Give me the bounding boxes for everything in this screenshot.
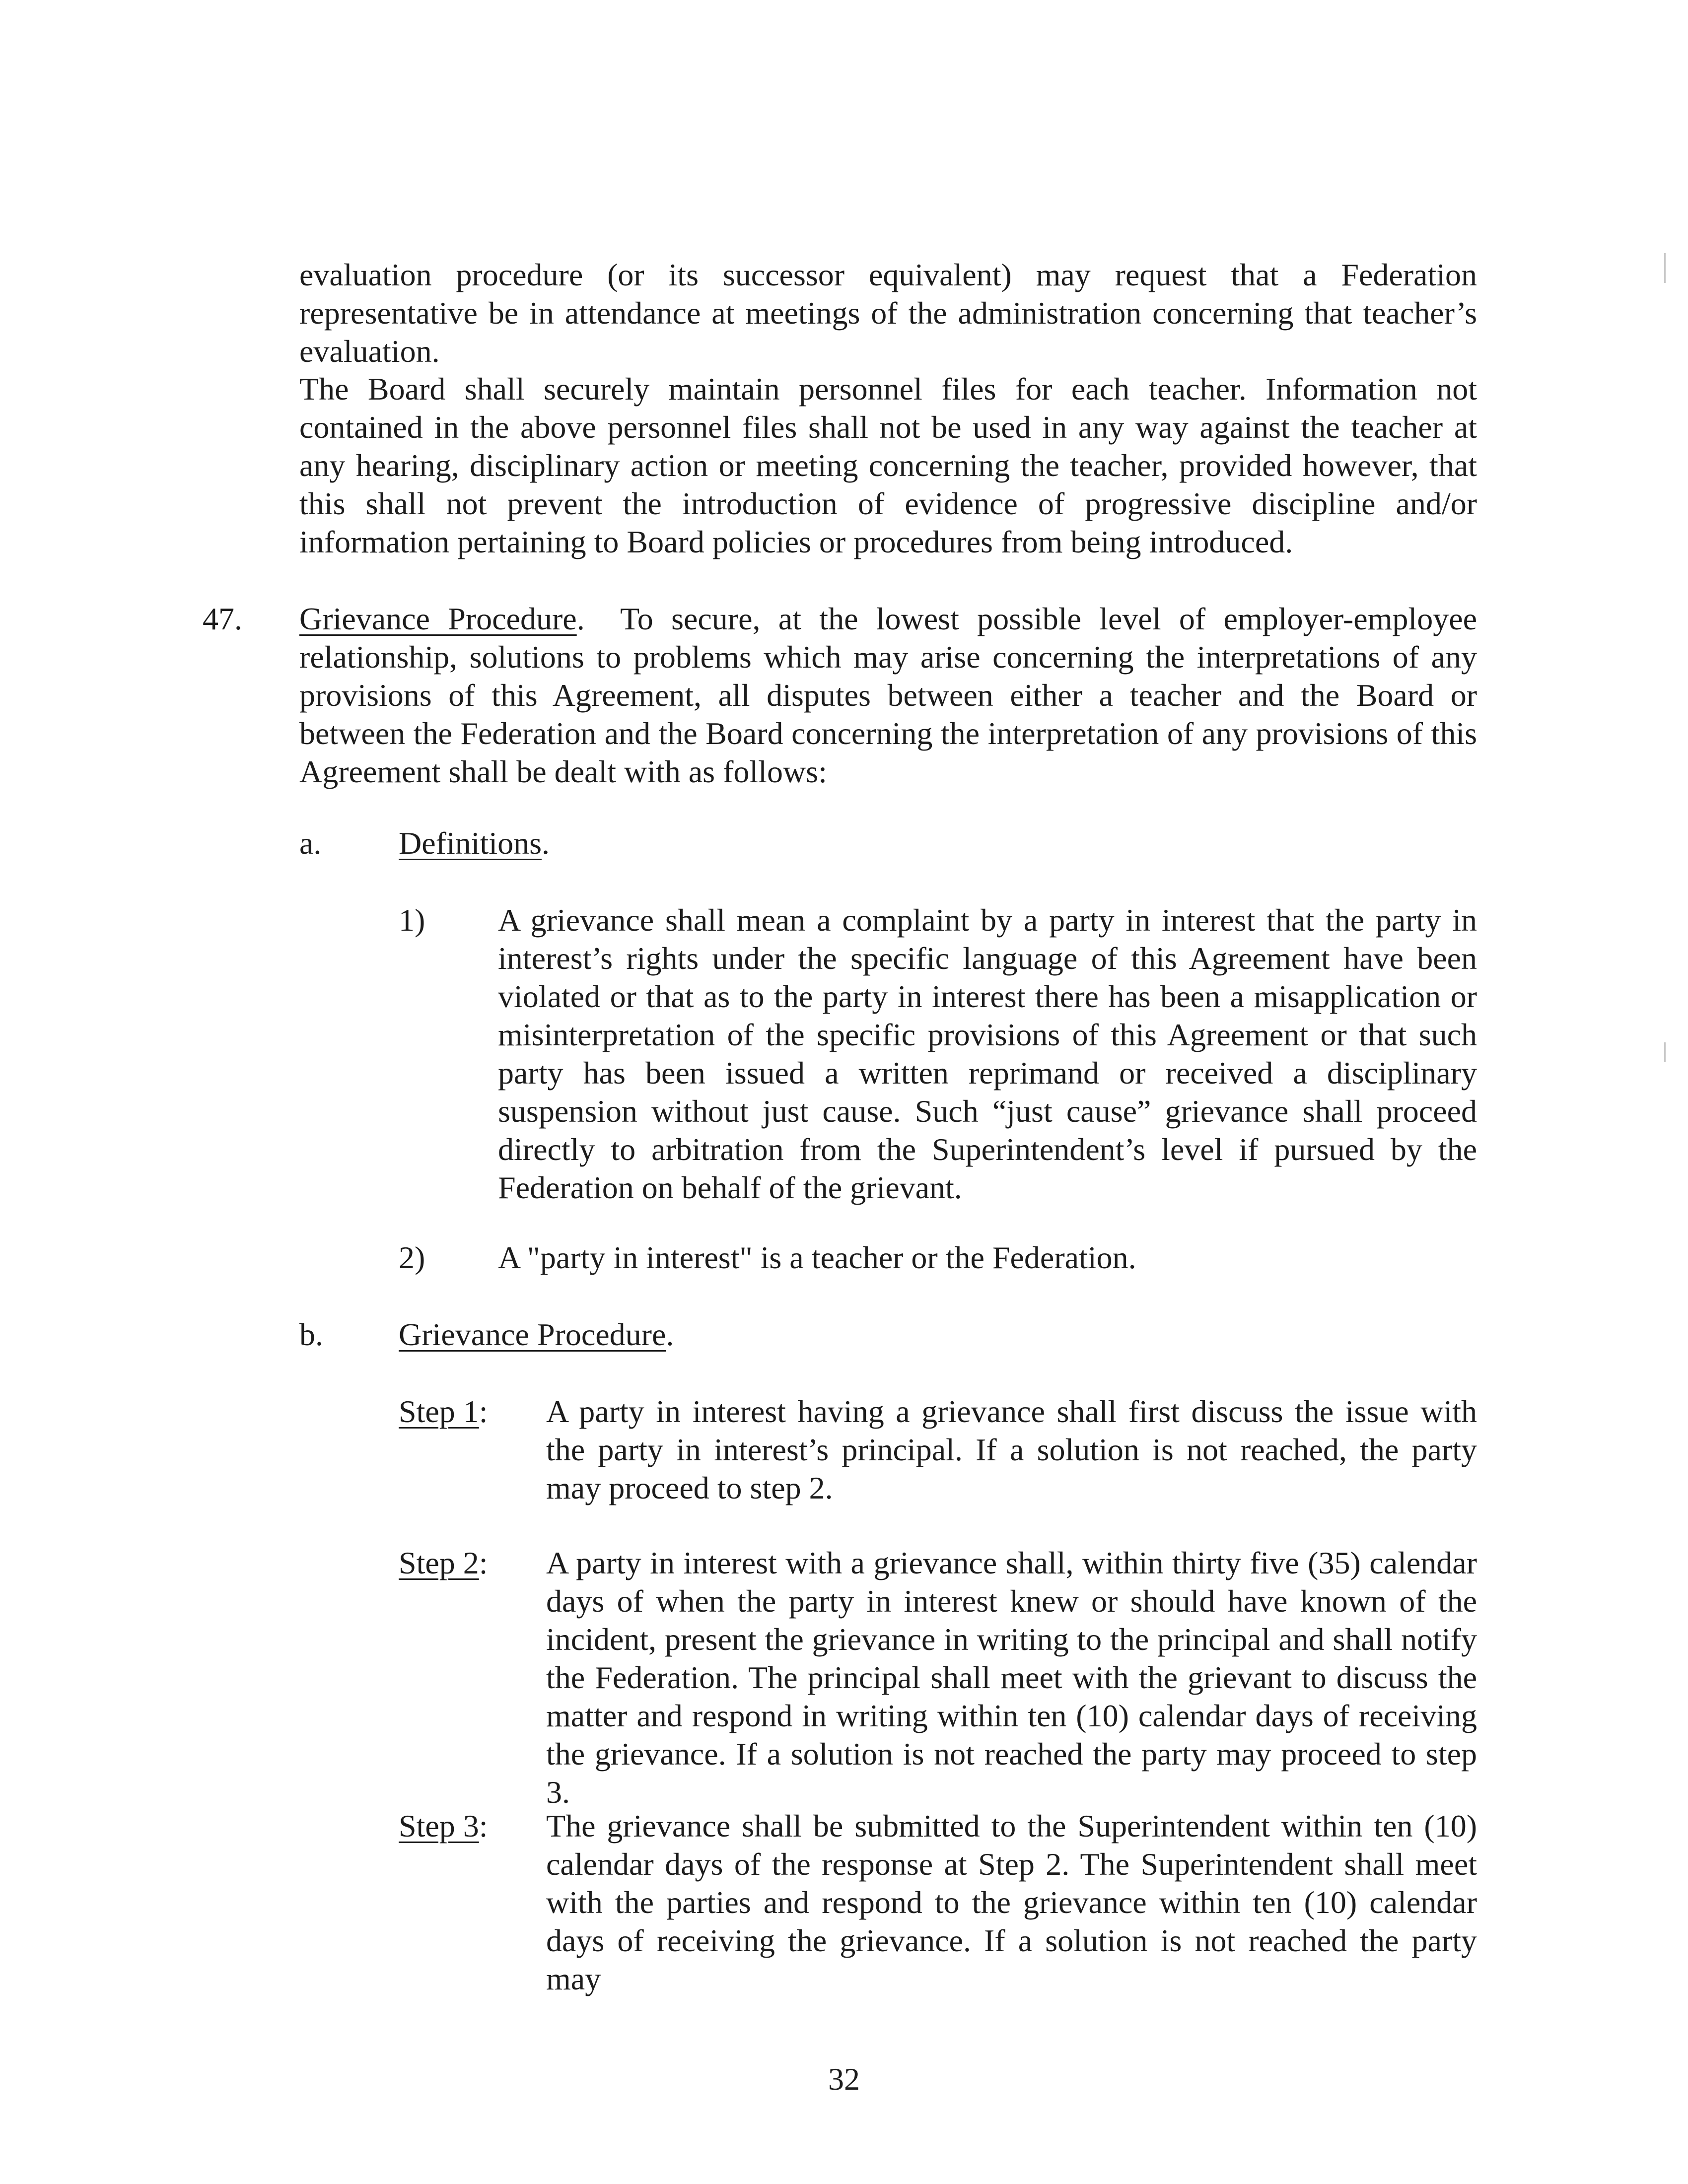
definition-text-2: A "party in interest" is a teacher or the Federation.: [498, 1240, 1136, 1275]
intro-paragraph-2: The Board shall securely maintain personnel files for each teacher. Information not contained in the above personnel files shall not be used in any way against the teacher at any hearing, disciplinary action or meeting concerning the teacher, provided however, that this shall not prevent the introduction of evidence of progressive discipline and/or information pertaining to Board policies or procedures from being introduced.: [299, 371, 1477, 559]
section-number: 47.: [203, 601, 242, 636]
scan-edge-mark: [1664, 1042, 1666, 1062]
subsection-heading-b: Grievance Procedure.: [399, 1317, 674, 1352]
section-47-paragraph: [299, 600, 1477, 791]
step-1-text: A party in interest having a grievance shall first discuss the issue with the party in interest’s principal. If a solution is not reached, the party may proceed to step 2.: [546, 1394, 1477, 1505]
page-number: 32: [828, 2061, 860, 2097]
grievance-procedure-heading: Grievance Procedure: [399, 1317, 666, 1352]
intro-paragraph-1: evaluation procedure (or its successor equivalent) may request that a Federation representative be in attendance at meetings of the administration concerning that teacher’s evaluation.: [299, 257, 1477, 369]
section-heading-punct: .: [576, 601, 585, 636]
subsection-letter-a: a.: [299, 825, 322, 861]
step-1-label: Step 1:: [399, 1394, 488, 1429]
scan-edge-mark: [1664, 253, 1666, 283]
step-2-label: Step 2:: [399, 1545, 488, 1580]
step-2-text: A party in interest with a grievance shall, within thirty five (35) calendar days of when the party in interest knew or should have known of the incident, present the grievance in writing to the principal and shall notify the Federation. The principal shall meet with the grievant to discuss the matter and respond in writing within ten (10) calendar days of receiving the grievance. If a solution is not reached the party may proceed to step 3.: [546, 1545, 1477, 1810]
definitions-heading: Definitions: [399, 825, 542, 861]
definition-text-1: A grievance shall mean a complaint by a party in interest that the party in interest’s rights under the specific language of this Agreement have been violated or that as to the party in interest there has been a misapplication or misinterpretation of the specific provisions of this Agreement or that such party has been issued a written reprimand or received a disciplinary suspension without just cause. Such “just cause” grievance shall proceed directly to arbitration from the Superintendent’s level if pursued by the Federation on behalf of the grievant.: [498, 902, 1477, 1205]
definition-number-1: 1): [399, 902, 425, 938]
subsection-heading-a: Definitions.: [399, 825, 550, 861]
step-3-label: Step 3:: [399, 1808, 488, 1843]
step-3-text: The grievance shall be submitted to the Superintendent within ten (10) calendar days of the response at Step 2. The Superintendent shall meet with the parties and respond to the grievance within ten (10) calendar days of receiving the grievance. If a solution is not reached the party may: [546, 1808, 1477, 1996]
section-body: To secure, at the lowest possible level of employer-employee relationship, solutions to problems which may arise concerning the interpretations of any provisions of this Agreement, all disputes between either a teacher and the Board or between the Federation and the Board concerning the interpretation of any provisions of this Agreement shall be dealt with as follows:: [299, 601, 1477, 789]
section-heading: Grievance Procedure: [299, 601, 577, 636]
subsection-letter-b: b.: [299, 1317, 323, 1352]
definition-number-2: 2): [399, 1240, 425, 1275]
